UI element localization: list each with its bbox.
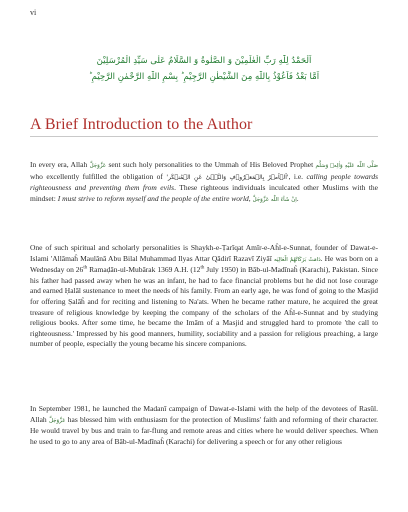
honorific-azza-wa-jal-2: عَزَّوَجَلَّ xyxy=(48,417,66,424)
section-heading: A Brief Introduction to the Author xyxy=(30,116,253,133)
page-number: vi xyxy=(30,8,37,17)
honorific-damat-barakatuhum: دَامَتْ بَرَكَاتُهُمُ الْعَالِيَه xyxy=(273,256,321,263)
dua-insha-allah: اِنْ شَآءَ اللّٰه عَزَّوَجَلَّ xyxy=(252,196,297,203)
paragraph-dawat-e-islami: In September 1981, he launched the Madanī campaign of Dawat-e-Islami with the help of the devotees of Rasūl. Allah عَزَّوَجَلَّ has blessed him with enthusiasm for the protection of Muslims' faith and reforming of their character. He would travel by bus and train to far-flung and remote areas and cities where he would deliver speeches. When he used to go to any area of Bāb-ul-Madīnaĥ (Karachi) for delivering a speech or for any other religious xyxy=(30,404,379,446)
arabic-quote: 'اَلۡاَمۡرُ بِالۡمَعۡرُوۡفِ وَالنَّہۡیُ عَنِ الۡمُنۡکَر' xyxy=(166,173,289,181)
salawat-honorific: صَلَّى اللّٰه عَلَيْهِ وَاٰلِهٖ وَسَلَّم xyxy=(315,163,379,169)
italic-phrase-2: I must strive to reform myself and the people of the entire world, xyxy=(57,193,251,203)
arabic-invocation-line-2: اَمَّا بَعْدُ فَاَعُوْذُ بِاللّٰهِ مِنَ الشَّيْطٰنِ الرَّجِيْمِ ؕ بِسْمِ اللّٰهِ الرَّحْمٰنِ الرَّحِيْمِ ؕ xyxy=(88,72,320,82)
paragraph-intro: In every era, Allah عَزَّوَجَلَّ sent such holy personalities to the Ummah of His Beloved Prophet صَلَّى اللّٰه عَلَيْهِ وَاٰلِهٖ وَسَلَّم who excellently fulfilled the obligation of 'اَلۡاَمۡرُ بِالۡمَعۡرُوۡفِ وَالنَّہۡیُ عَنِ الۡمُنۡکَر', i.e. calling people towards righteousness and preventing them from evils. These righteous individuals inculcated other Muslims with the mindset: I must strive to reform myself and the people of the entire world, اِنْ شَآءَ اللّٰه عَزَّوَجَلَّ. xyxy=(30,160,379,203)
heading-divider xyxy=(30,136,378,137)
honorific-azza-wa-jal: عَزَّوَجَلَّ xyxy=(89,163,107,169)
arabic-invocation-line-1: اَلْحَمْدُ لِلّٰهِ رَبِّ الْعٰلَمِيْنَ وَ الصَّلٰوةُ وَ السَّلَامُ عَلٰى سَيِّدِ الْمُرْسَلِيْنَ xyxy=(96,56,312,66)
paragraph-biography: One of such spiritual and scholarly personalities is Shaykh-e-Ṭarīqat Amīr-e-Aĥl-e-Sunnat, founder of Dawat-e-Islami 'Allāmaĥ Maulānā Abu Bilal Muhammad Ilyas Attar Qādirī Razavī Ziyāī دَامَتْ بَرَكَاتُهُمُ الْعَالِيَه. He was born on a Wednesday on 26th Ramaḍān-ul-Mubārak 1369 A.H. (12th July 1950) in Bāb-ul-Madīnaĥ (Karachi), Pakistan. Since his father had passed away when he was an infant, he had to face financial problems but he did not lose courage and earned Ḥalāl sustenance to meet the needs of his family. From an early age, he was fond of going to the Masjid for offering Ṣalāĥ and for reciting and listening to Na'ats. When he became rather mature, he acquired the great treasure of religious knowledge by keeping the company of the scholars of the Aĥl-e-Sunnat and by studying religious books. After some time, he became the Imām of a Masjid and struggled hard to promote 'the call to righteousness.' Impressed by his good manners, humility, sociability and a passion for religious preaching, a large number of people, especially the young became his sincere companions. xyxy=(30,243,378,349)
italic-phrase-1: calling people towards righteousness and preventing them from evils xyxy=(30,171,379,193)
